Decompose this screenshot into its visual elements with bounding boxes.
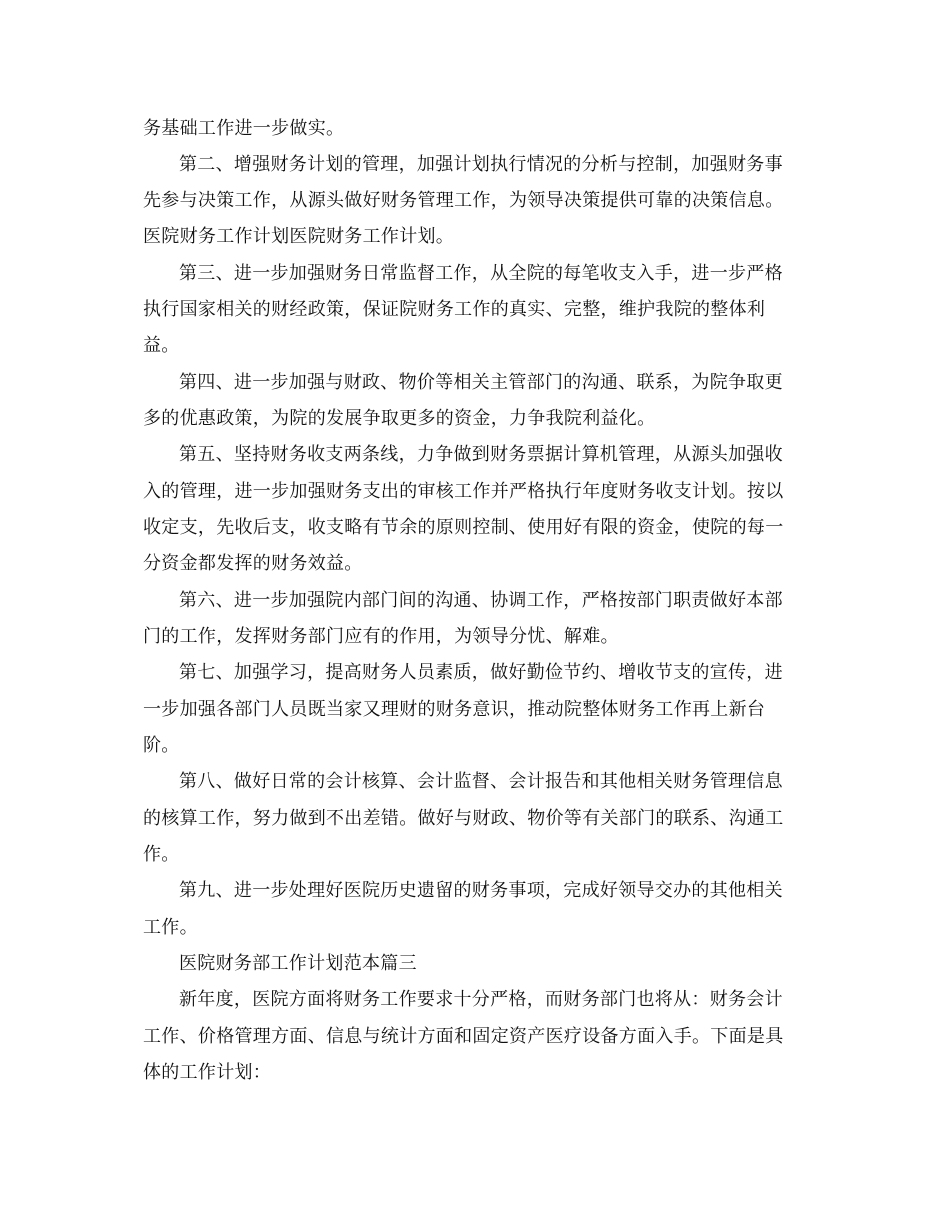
text-line: 第二、增强财务计划的管理，加强计划执行情况的分析与控制，加强财务事 <box>179 154 783 175</box>
text-line: 门的工作，发挥财务部门应有的作用，为领导分忧、解难。 <box>143 626 619 647</box>
text-line: 第六、进一步加强院内部门间的沟通、协调工作，严格按部门职责做好本部 <box>179 590 783 611</box>
text-line: 收定支，先收后支，收支略有节余的原则控制、使用好有限的资金，使院的每一 <box>143 517 784 538</box>
text-line: 第四、进一步加强与财政、物价等相关主管部门的沟通、联系，为院争取更 <box>179 372 783 393</box>
text-line: 多的优惠政策，为院的发展争取更多的资金，力争我院利益化。 <box>143 408 656 429</box>
text-line: 新年度，医院方面将财务工作要求十分严格，而财务部门也将从：财务会计 <box>179 989 783 1010</box>
text-line: 务基础工作进一步做实。 <box>143 118 345 139</box>
text-line: 工作。 <box>143 917 198 938</box>
text-line: 先参与决策工作，从源头做好财务管理工作，为领导决策提供可靠的决策信息。 <box>143 190 784 211</box>
section-heading: 医院财务部工作计划范本篇三 <box>179 953 417 974</box>
text-line: 第三、进一步加强财务日常监督工作，从全院的每笔收支入手，进一步严格 <box>179 263 783 284</box>
text-line: 入的管理，进一步加强财务支出的审核工作并严格执行年度财务收支计划。按以 <box>143 481 784 502</box>
text-line: 阶。 <box>143 735 180 756</box>
text-line: 第八、做好日常的会计核算、会计监督、会计报告和其他相关财务管理信息 <box>179 771 783 792</box>
text-line: 分资金都发挥的财务效益。 <box>143 553 363 574</box>
text-line: 工作、价格管理方面、信息与统计方面和固定资产医疗设备方面入手。下面是具 <box>143 1026 784 1047</box>
text-line: 第九、进一步处理好医院历史遗留的财务事项，完成好领导交办的其他相关 <box>179 880 783 901</box>
text-line: 医院财务工作计划医院财务工作计划。 <box>143 226 455 247</box>
text-line: 益。 <box>143 335 180 356</box>
text-line: 的核算工作，努力做到不出差错。做好与财政、物价等有关部门的联系、沟通工 <box>143 808 784 829</box>
text-line: 一步加强各部门人员既当家又理财的财务意识，推动院整体财务工作再上新台 <box>143 699 766 720</box>
text-line: 体的工作计划： <box>143 1062 272 1083</box>
text-line: 执行国家相关的财经政策，保证院财务工作的真实、完整，维护我院的整体利 <box>143 299 766 320</box>
text-line: 第五、坚持财务收支两条线，力争做到财务票据计算机管理，从源头加强收 <box>179 444 783 465</box>
text-line: 作。 <box>143 844 180 865</box>
text-line: 第七、加强学习，提高财务人员素质，做好勤俭节约、增收节支的宣传，进 <box>179 662 783 683</box>
